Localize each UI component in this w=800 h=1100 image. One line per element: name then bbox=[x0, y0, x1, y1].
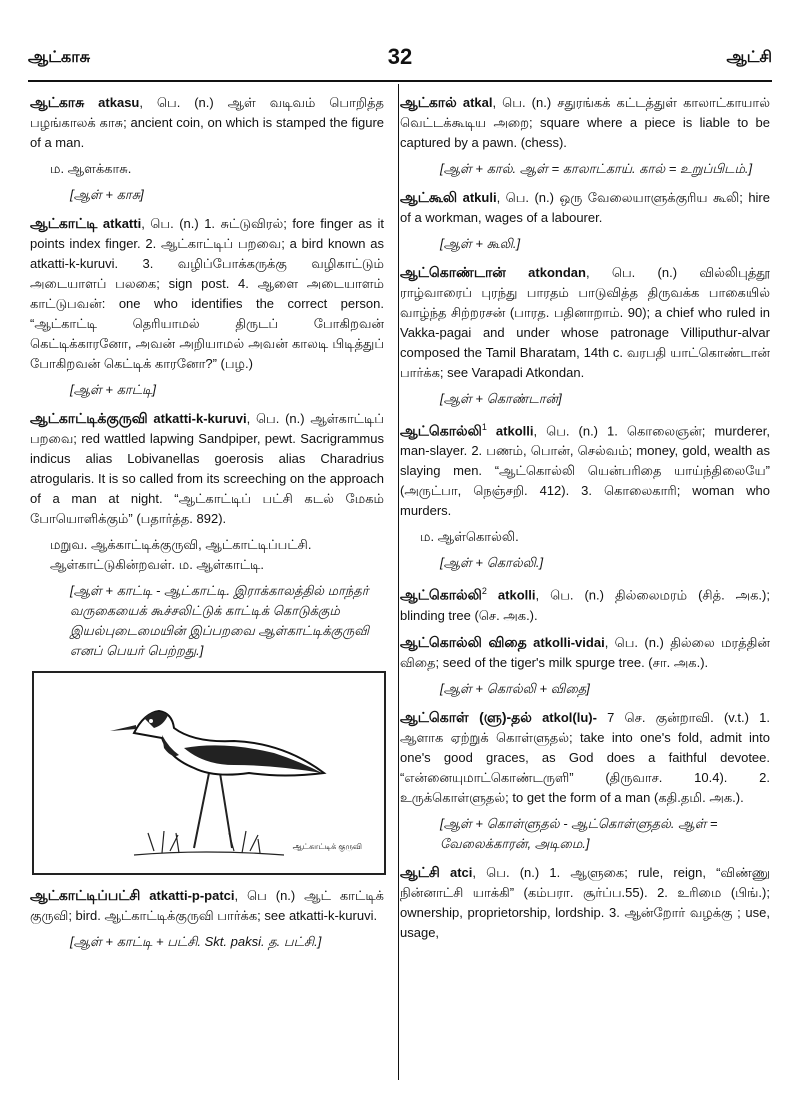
romanization: atkolli-vidai bbox=[533, 634, 605, 650]
homograph-number: 2 bbox=[481, 586, 487, 597]
page-number: 32 bbox=[387, 44, 413, 69]
etymology: [ஆள் + காட்டி + பட்சி. Skt. paksi. த. பட்சி.] bbox=[70, 934, 322, 949]
headword: ஆட்காசு bbox=[30, 94, 85, 110]
romanization: atkondan bbox=[528, 265, 586, 280]
romanization: atci bbox=[449, 864, 473, 880]
headword: ஆட்கொள் (ளு)-தல் bbox=[400, 708, 532, 725]
headword: ஆட்கூலி bbox=[400, 189, 458, 205]
malayalam-note: ம. ஆளக்காசு. bbox=[50, 161, 132, 176]
etymology: [ஆள் + கொல்லி + விதை] bbox=[440, 680, 590, 696]
definition: 7 செ. குன்றாவி. (v.t.) 1. ஆளாக ஏற்றுக் கொள்ளுதல்; take into one's fold, admit into one's good graces, as God does a faithful devotee. “என்னையுமாட்கொண்டருளி” (திருவாச. 10.4). 2. உருக்கொள்ளுதல்; to get the form of a man (கதி.தமி. அக.). bbox=[400, 709, 770, 805]
headword: ஆட்காட்டிப்பட்சி bbox=[30, 887, 141, 903]
entry-atkolli-1 bbox=[400, 417, 770, 521]
romanization: atkuli bbox=[462, 190, 497, 205]
romanization: atkasu bbox=[98, 95, 140, 110]
etymology: [ஆள் + கொள்ளுதல் - ஆட்கொள்ளுதல். ஆள் = வேலைக்காரன், அடிமை.] bbox=[440, 815, 718, 851]
entry-atkollu-tal bbox=[400, 707, 770, 808]
figure-caption: ஆட்காட்டிக் குருவி bbox=[292, 842, 362, 851]
entry-atkatti-k-kuruvi bbox=[30, 408, 384, 529]
headword: ஆட்சி bbox=[400, 863, 440, 880]
entry-atkondan bbox=[400, 262, 770, 383]
header-left-guideword: ஆட்காசு bbox=[28, 49, 90, 66]
definition: , பெ. (n.) வில்லிபுத்தூ ராழ்வாரைப் புரந்து பாரதம் பாடுவித்த திருவக்க பாகையில் வாழ்ந்த சிற்றரசன் (பாரத. பதினாறாம். 90); a chief who ruled in Vakka-pagai and under whose patronage Villiputhur-alvar composed the Tamil Bharatam, 14th c. வரபதி யாட்கொண்டான் பார்க்க; see Varapadi Atkondan. bbox=[400, 265, 770, 380]
entry-atkolli-vidai bbox=[400, 632, 770, 673]
romanization: atkatti bbox=[102, 216, 142, 231]
entry-atkuli bbox=[400, 187, 770, 228]
headword: ஆட்கால் bbox=[400, 94, 457, 110]
lapwing-illustration bbox=[32, 671, 386, 875]
entry-atkasu bbox=[30, 92, 384, 153]
left-column bbox=[30, 92, 384, 960]
synonyms-note: மறுவ. ஆக்காட்டிக்குருவி, ஆட்காட்டிப்பட்சி. ஆள்காட்டுகின்றவள். ம. ஆள்காட்டி. bbox=[50, 537, 312, 572]
entry-atkatti bbox=[30, 213, 384, 374]
romanization: atkol(lu)- bbox=[542, 709, 597, 725]
definition: , பெ. (n.) 1. சுட்டுவிரல்; fore finger as it points index finger. 2. ஆட்காட்டிப் பறவை; a bird known as atkatti-k-kuruvi. 3. வழிப்போக்கருக்கு வழிகாட்டும் அடையாளப் பலகை; sign post. 4. ஆளை அடையாளம் காட்டுபவன்: one who identifies the correct person. “ஆட்காட்டி தெரியாமல் திருடப் போகிறவன் கெட்டிக்காரனோ, அவன் அறியாமல் அவன் காலடி பிடித்துப் போகிறவன் கெட்டிக் காரனோ?” (பழ.) bbox=[30, 216, 384, 371]
column-divider bbox=[398, 84, 399, 1080]
headword: ஆட்கொல்லி விதை bbox=[400, 633, 527, 650]
etymology: [ஆள் + கால். ஆள் = காலாட்காய். கால் = உறுப்பிடம்.] bbox=[440, 161, 753, 176]
entry-atkatti-p-patci bbox=[30, 885, 384, 926]
entry-atkal bbox=[400, 92, 770, 153]
headword: ஆட்காட்டிக்குருவி bbox=[30, 410, 148, 426]
headword: ஆட்காட்டி bbox=[30, 215, 98, 231]
romanization: atkolli bbox=[497, 587, 536, 603]
definition: , பெ. (n.) தில்லைமரம் (சித். அக.); blinding tree (செ. அக.). bbox=[400, 587, 770, 623]
right-column bbox=[400, 92, 770, 949]
headword: ஆட்கொண்டான் bbox=[400, 264, 506, 280]
etymology: [ஆள் + காசு] bbox=[70, 187, 144, 202]
romanization: atkolli bbox=[495, 423, 534, 439]
etymology: [ஆள் + கொல்லி.] bbox=[440, 555, 544, 571]
romanization: atkatti-k-kuruvi bbox=[153, 411, 247, 426]
definition: , பெ. (n.) 1. ஆளுகை; rule, reign, “விண்ணு நின்னாட்சி யாக்கி” (கம்பரா. சூர்ப்ப.55). 2. உரிமை (பிங்.); ownership, proprietorship, lordship. 3. ஆன்றோர் வழக்கு ; use, usage, bbox=[400, 864, 770, 940]
entry-atkolli-2 bbox=[400, 581, 770, 625]
homograph-number: 1 bbox=[481, 422, 487, 432]
etymology: [ஆள் + கொண்டான்] bbox=[440, 391, 562, 406]
romanization: atkal bbox=[462, 95, 493, 110]
header-rule bbox=[28, 80, 772, 82]
definition: , பெ. (n.) ஆள்காட்டிப் பறவை; red wattled lapwing Sandpiper, pewt. Sacrigrammus indicus alias Lobivanellas goerosis alias Charadrius atrogularis. It is so called from its screeching on the approach of a man at night. “ஆட்காட்டிப் பட்சி கடல் மேகம் போயொளிக்கும்” (பதார்த்த. 892). bbox=[30, 411, 384, 526]
etymology: [ஆள் + காட்டி] bbox=[70, 382, 157, 397]
definition: , பெ. (n.) ஆள் வடிவம் பொறித்த பழங்காலக் காசு; ancient coin, on which is stamped the figure of a man. bbox=[30, 95, 384, 150]
definition: , பெ. (n.) 1. கொலைஞன்; murderer, man-slayer. 2. பணம், பொன், செல்வம்; money, gold, wealth as slaying men. “ஆட்கொல்லி யென்பரிதை யாய்ந்திலையே” (அருட்பா, நெஞ்சறி. 412). 3. கொலைகாரி; woman who murders. bbox=[400, 423, 770, 519]
etymology: [ஆள் + காட்டி - ஆட்காட்டி. இராக்காலத்தில் மாந்தர் வருகையைக் கூச்சலிட்டுக் காட்டிக் கொடுக்கும் இயல்புடைமையின் இப்பறவை ஆள்காட்டிக்குருவி எனப் பெயர் பெற்றது.] bbox=[70, 583, 370, 658]
headword: ஆட்கொல்லி bbox=[400, 422, 482, 439]
definition: , பெ (n.) ஆட் காட்டிக் குருவி; bird. ஆட்காட்டிக்குருவி பார்க்க; see atkatti-k-kuruvi. bbox=[30, 888, 384, 923]
definition: , பெ. (n.) சதுரங்கக் கட்டத்துள் காலாட்காயால் வெட்டக்கூடிய அறை; square where a piece is liable to be captured by a pawn. (chess). bbox=[400, 95, 770, 150]
definition: , பெ. (n.) தில்லை மரத்தின் விதை; seed of the tiger's milk spurge tree. (சா. அக.). bbox=[400, 634, 770, 670]
romanization: atkatti-p-patci bbox=[149, 888, 235, 903]
page-header bbox=[28, 44, 772, 76]
definition: , பெ. (n.) ஒரு வேலையாளுக்குரிய கூலி; hire of a workman, wages of a labourer. bbox=[400, 190, 770, 225]
etymology: [ஆள் + கூலி.] bbox=[440, 236, 521, 251]
header-right-guideword: ஆட்சி bbox=[726, 49, 772, 66]
headword: ஆட்கொல்லி bbox=[400, 586, 482, 603]
malayalam-note: ம. ஆள்கொல்லி. bbox=[420, 529, 519, 545]
entry-atci bbox=[400, 862, 770, 943]
